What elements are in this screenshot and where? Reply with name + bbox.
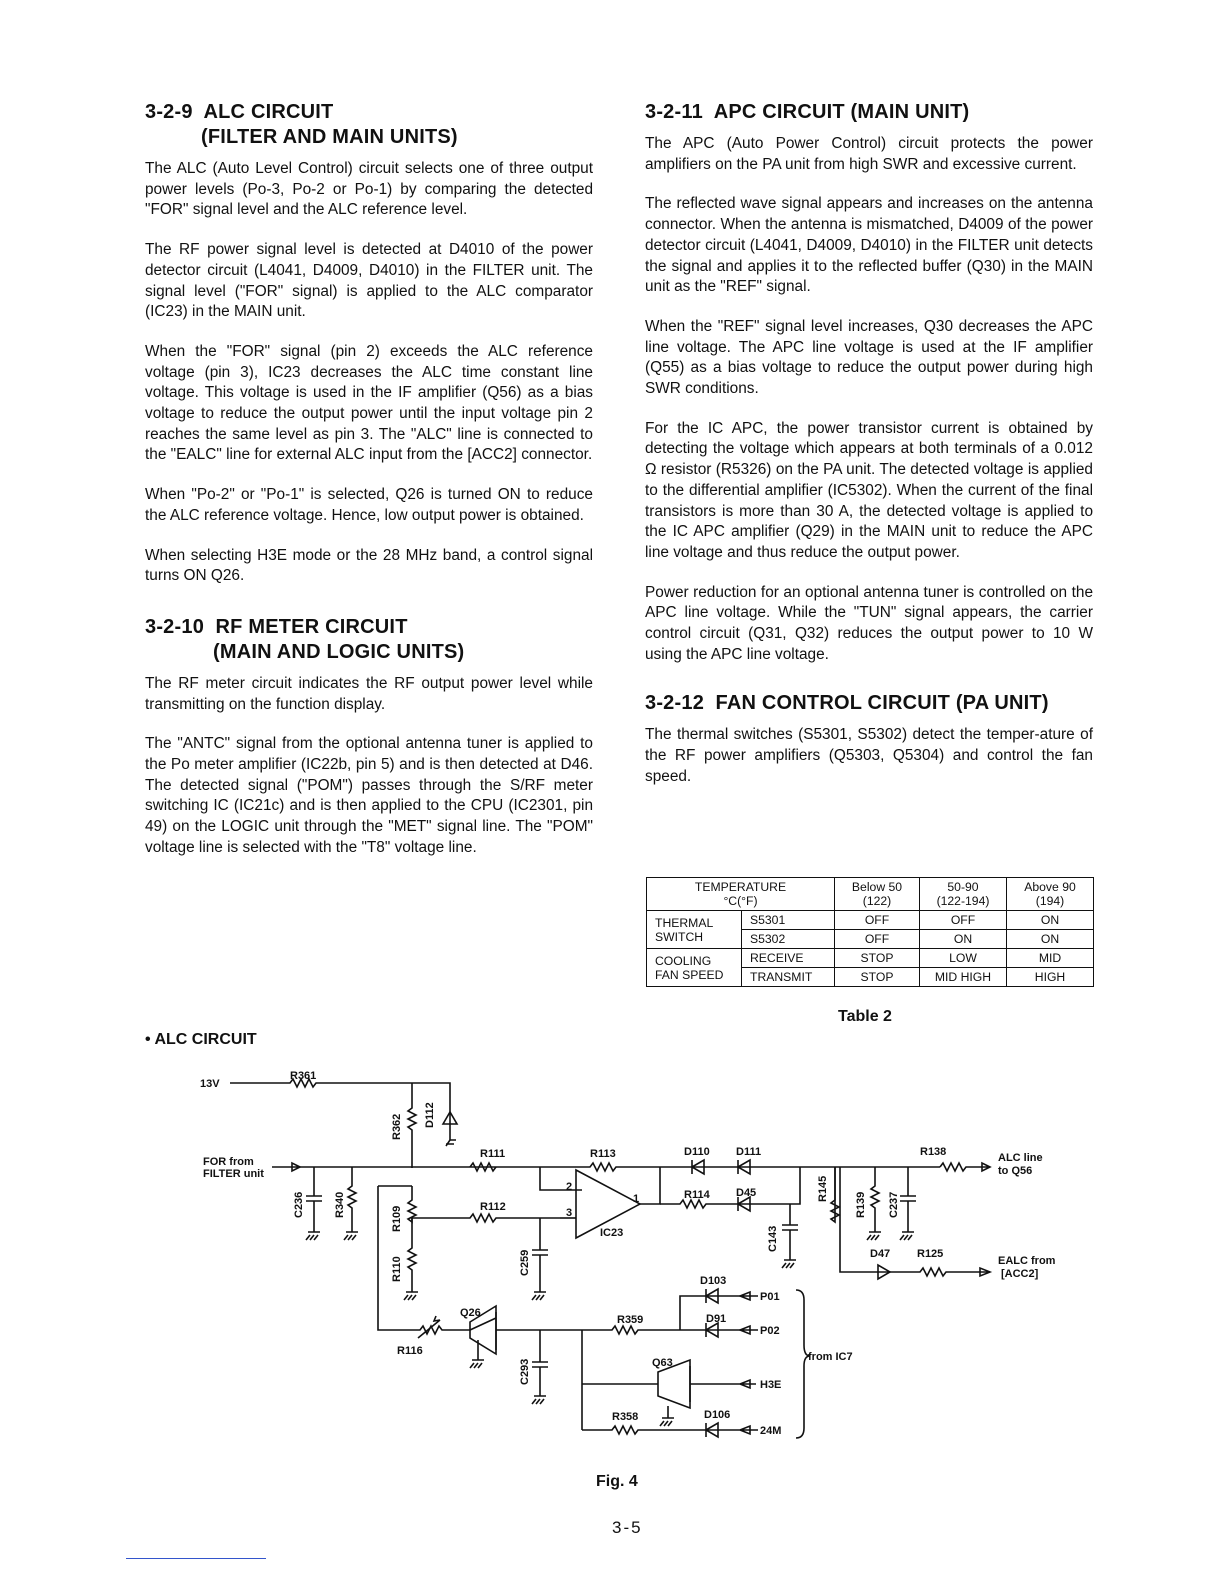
figure-heading: • ALC CIRCUIT (145, 1031, 257, 1048)
label-r113: R113 (590, 1148, 616, 1160)
label-from-ic7: from IC7 (808, 1351, 853, 1363)
label-r145: R145 (817, 1175, 829, 1202)
table-cell: LOW (920, 949, 1007, 968)
header-text: (122-194) (936, 894, 990, 908)
paragraph: The ALC (Auto Level Control) circuit selects one of three output power levels (Po-3, Po-2 or Po-1) by comparing the detected "FOR" signal level and the ALC reference level. (145, 160, 593, 219)
label-r125: R125 (917, 1248, 944, 1260)
label-13v: 13V (200, 1078, 220, 1090)
paragraph: The RF power signal level is detected at D4010 of the power detector circuit (L4041, D4009, D4010) in the FILTER unit. The signal level ("FOR" signal) is applied to the ALC comparator (IC23) in the MAIN unit. (145, 241, 593, 321)
paragraph: The "ANTC" signal from the optional antenna tuner is applied to the Po meter amplifier (IC22b, pin 5) and is then detected at D46. The detected signal ("POM") passes through the S/RF meter switching IC (IC21c) and is then applied to the CPU (IC2301, pin 49) on the LOGIC unit through the "MET" signal line. The "POM" voltage line is selected with the "T8" voltage line. (145, 735, 593, 856)
group-text: THERMAL (655, 915, 714, 930)
label-d106: D106 (704, 1409, 731, 1421)
section-number: 3-2-9 (145, 101, 193, 123)
paragraph: The RF meter circuit indicates the RF output power level while transmitting on the function display. (145, 674, 593, 713)
label-q26: Q26 (460, 1307, 481, 1319)
section-title: APC CIRCUIT (MAIN UNIT) (713, 101, 970, 123)
label-d47: D47 (870, 1248, 891, 1260)
table-cell: RECEIVE (742, 949, 835, 968)
label-pin2: 2 (566, 1181, 573, 1193)
table-cell: STOP (835, 968, 920, 987)
label-d111: D111 (736, 1146, 762, 1158)
group-text: FAN SPEED (655, 967, 724, 982)
table-cell: STOP (835, 949, 920, 968)
paragraph: When "Po-2" or "Po-1" is selected, Q26 is turned ON to reduce the ALC reference voltage. Hence, low output power is obtained. (145, 486, 593, 524)
paragraph: When the "REF" signal level increases, Q30 decreases the APC line voltage. The APC line voltage is used at the IF amplifier (Q55) as a bias voltage to reduce the output power during high SWR conditions. (645, 317, 1093, 398)
section-title-line1: ALC CIRCUIT (203, 101, 334, 123)
paragraph: The reflected wave signal appears and increases on the antenna connector. When the antenna is mismatched, D4009 of the power detector circuit (L4041, D4009, D4010) in the FILTER unit detects the signal and applies it to the reflected buffer (Q30) in the MAIN unit as the "REF" signal. (645, 195, 1093, 296)
label-alc-line: ALC line (998, 1152, 1043, 1164)
paragraph: When selecting H3E mode or the 28 MHz band, a control signal turns ON Q26. (145, 546, 593, 585)
table-cell: HIGH (1007, 968, 1094, 987)
table-caption: Table 2 (838, 1008, 892, 1025)
section-number: 3-2-11 (645, 101, 703, 123)
table-cell: ON (1007, 930, 1094, 949)
label-c259: C259 (519, 1249, 531, 1276)
table-cell: TRANSMIT (742, 968, 835, 987)
label-h3e: H3E (760, 1379, 782, 1391)
label-r358: R358 (612, 1411, 639, 1423)
label-for-from: FOR from (203, 1156, 254, 1168)
section-title-line1: RF METER CIRCUIT (215, 615, 408, 638)
label-c293: C293 (519, 1358, 531, 1385)
schematic-labels (200, 1070, 1056, 1437)
label-acc2: [ACC2] (1001, 1268, 1039, 1280)
label-r116: R116 (397, 1345, 423, 1357)
header-text: Above 90 (1024, 880, 1076, 894)
label-d45: D45 (736, 1187, 757, 1199)
label-r362: R362 (391, 1113, 403, 1140)
paragraph: For the IC APC, the power transistor current is obtained by detecting the voltage which appears at both terminals of a 0.012 Ω resistor (R5326) on the PA unit. The detected voltage is applied to the differential amplifier (IC5302). When the current of the final transistors is more than 30 A, the detected voltage is applied to the IC APC amplifier (Q29) in the MAIN unit to reduce the APC line voltage and thus reduce the output power. (645, 419, 1093, 561)
label-filter-unit: FILTER unit (203, 1168, 264, 1180)
section-title: FAN CONTROL CIRCUIT (PA UNIT) (715, 692, 1049, 715)
table-cell: S5302 (742, 930, 835, 949)
table-cell: S5301 (742, 911, 835, 930)
label-d103: D103 (700, 1275, 727, 1287)
label-d110: D110 (684, 1146, 710, 1158)
label-r359: R359 (617, 1314, 644, 1326)
table-cell: OFF (835, 930, 920, 949)
section-title-line2: (MAIN AND LOGIC UNITS) (213, 640, 465, 663)
label-r109: R109 (391, 1205, 403, 1232)
label-c236: C236 (293, 1191, 305, 1218)
page-number: 3-5 (612, 1518, 643, 1537)
group-text: COOLING (655, 953, 712, 968)
label-d112: D112 (424, 1102, 436, 1128)
label-ic23: IC23 (600, 1227, 624, 1239)
paragraph: When the "FOR" signal (pin 2) exceeds the ALC reference voltage (pin 3), IC23 decreases the ALC time constant line voltage. This voltage is used in the IF amplifier (Q56) as a bias voltage to reduce the output power until the input voltage pin 2 reaches the same level as pin 3. The "ALC" line is connected to the "EALC" line for external ALC input from the [ACC2] connector. (145, 342, 593, 464)
label-r111: R111 (480, 1148, 506, 1160)
label-pin1: 1 (633, 1193, 640, 1205)
label-q63: Q63 (652, 1357, 673, 1369)
label-c143: C143 (767, 1225, 779, 1252)
label-r138: R138 (920, 1146, 947, 1158)
header-text: Below 50 (851, 880, 903, 894)
label-r139: R139 (855, 1191, 867, 1218)
section-number: 3-2-10 (145, 615, 205, 638)
table-cell: MID (1007, 949, 1094, 968)
paragraph: The APC (Auto Power Control) circuit protects the power amplifiers on the PA unit from high SWR and excessive current. (645, 135, 1093, 173)
label-pin3: 3 (566, 1207, 573, 1219)
label-p02: P02 (760, 1325, 780, 1337)
table-cell: ON (920, 930, 1007, 949)
label-r361: R361 (290, 1070, 317, 1082)
label-c237: C237 (888, 1191, 900, 1218)
label-r340: R340 (334, 1191, 346, 1218)
table-cell: ON (1007, 911, 1094, 930)
section-number: 3-2-12 (645, 692, 705, 715)
header-text: TEMPERATURE (694, 880, 787, 894)
label-r114: R114 (684, 1189, 710, 1201)
label-24m: 24M (760, 1425, 782, 1437)
label-ealc-from: EALC from (998, 1255, 1056, 1267)
label-to-q56: to Q56 (998, 1165, 1033, 1177)
section-title-line2: (FILTER AND MAIN UNITS) (201, 126, 458, 148)
footer-rule (126, 1558, 266, 1559)
header-text: °C(°F) (723, 894, 758, 908)
figure-caption: Fig. 4 (596, 1473, 638, 1490)
header-text: (122) (862, 894, 892, 908)
paragraph: The thermal switches (S5301, S5302) detect the temper-ature of the RF power amplifiers (Q5303, Q5304) and control the fan speed. (645, 726, 1093, 785)
label-r110: R110 (391, 1256, 403, 1282)
group-text: SWITCH (655, 929, 704, 944)
label-p01: P01 (760, 1291, 780, 1303)
header-text: 50-90 (947, 880, 979, 894)
table-cell: OFF (920, 911, 1007, 930)
header-text: (194) (1035, 894, 1065, 908)
table-cell: OFF (835, 911, 920, 930)
table-cell: MID HIGH (920, 968, 1007, 987)
paragraph: Power reduction for an optional antenna tuner is controlled on the APC line voltage. While the "TUN" signal appears, the carrier control circuit (Q31, Q32) reduces the output power to 10 W using the APC line voltage. (645, 583, 1093, 663)
label-r112: R112 (480, 1201, 506, 1213)
label-d91: D91 (706, 1313, 727, 1325)
